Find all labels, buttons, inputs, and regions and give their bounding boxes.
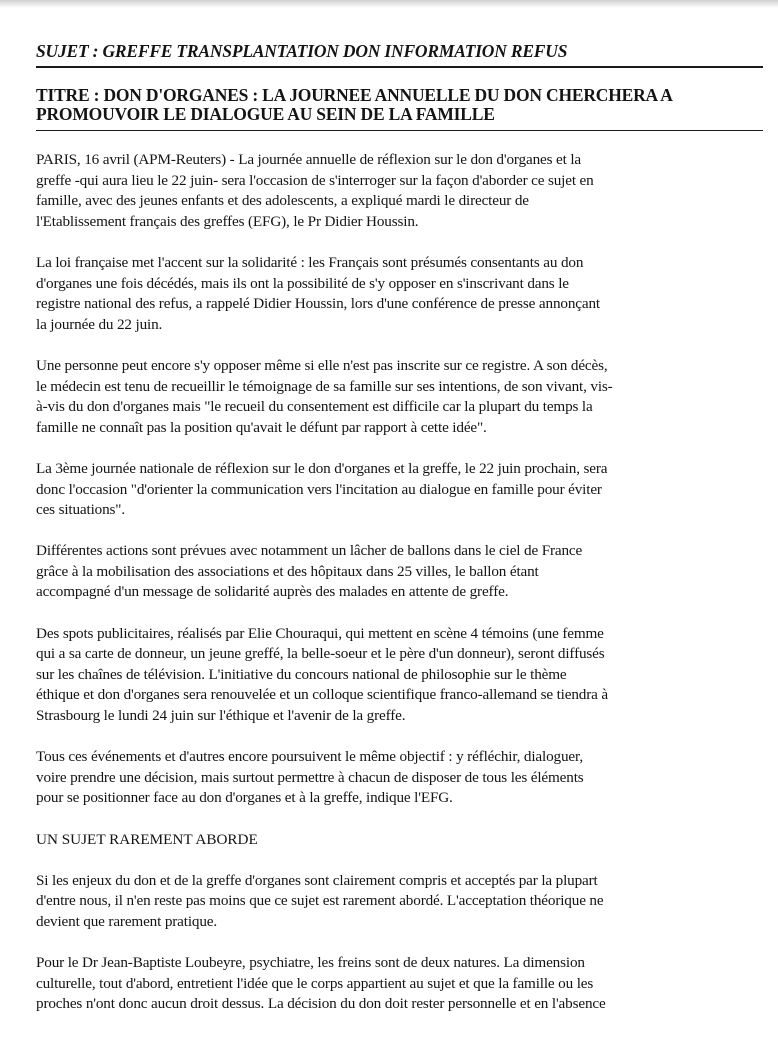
paragraph: La loi française met l'accent sur la solidarité : les Français sont présumés consentants au don d'organes une fois décédés, mais ils ont la possibilité de s'y opposer en s'inscrivant dans le registre national des refus, a rappelé Didier Houssin, lors d'une conférence de presse annonçant la journée du 22 juin.: [36, 253, 600, 333]
article-body: [36, 150, 764, 1036]
paragraph: Pour le Dr Jean-Baptiste Loubeyre, psychiatre, les freins sont de deux natures. La dimension culturelle, tout d'abord, entretient l'idée que le corps appartient au sujet et que la famille ou les proches n'ont donc aucun droit dessus. La décision du don doit rester personnelle et en l'absence: [36, 954, 606, 1013]
paragraph: Une personne peut encore s'y opposer même si elle n'est pas inscrite sur ce registre. A son décès, le médecin est tenu de recueillir le témoignage de sa famille sur ses intentions, de son vivant, vis- à-vis du don d'organes mais "le recueil du consentement est difficile car la plupart du temps la famille ne connaît pas la position qu'avait le défunt par rapport à cette idée".: [36, 356, 613, 436]
article-title: TITRE : DON D'ORGANES : LA JOURNEE ANNUELLE DU DON CHERCHERA A PROMOUVOIR LE DIALOGUE AU SEIN DE LA FAMILLE: [36, 85, 673, 124]
paragraph: Tous ces événements et d'autres encore poursuivent le même objectif : y réfléchir, dialoguer, voire prendre une décision, mais surtout permettre à chacun de disposer de tous les éléments pour se positionner face au don d'organes et à la greffe, indique l'EFG.: [36, 748, 584, 807]
subject-line: SUJET : GREFFE TRANSPLANTATION DON INFORMATION REFUS: [36, 41, 568, 61]
subject-underline: [36, 66, 763, 68]
paragraph: PARIS, 16 avril (APM-Reuters) - La journée annuelle de réflexion sur le don d'organes et la greffe -qui aura lieu le 22 juin- sera l'occasion de s'interroger sur la façon d'aborder ce sujet en famille, avec des jeunes enfants et des adolescents, a expliqué mardi le directeur de l'Etablissement français des greffes (EFG), le Pr Didier Houssin.: [36, 151, 594, 230]
paragraph: Des spots publicitaires, réalisés par Elie Chouraqui, qui mettent en scène 4 témoins (une femme qui a sa carte de donneur, un jeune greffé, la belle-soeur et le père d'un donneur), seront diffusés sur les chaînes de télévision. L'initiative du concours national de philosophie sur le thème éthique et don d'organes sera renouvelée et un colloque scientifique franco-allemand se tiendra à Strasbourg le lundi 24 juin sur l'éthique et l'avenir de la greffe.: [36, 624, 608, 725]
paragraph: Différentes actions sont prévues avec notamment un lâcher de ballons dans le ciel de France grâce à la mobilisation des associations et des hôpitaux dans 25 villes, le ballon étant accompagné d'un message de solidarité auprès des malades en attente de greffe.: [36, 542, 583, 601]
title-underline: [36, 130, 763, 131]
section-heading: UN SUJET RAREMENT ABORDE: [36, 830, 258, 848]
paragraph: Si les enjeux du don et de la greffe d'organes sont clairement compris et acceptés par la plupart d'entre nous, il n'en reste pas moins que ce sujet est rarement abordé. L'acceptation théorique ne devient que rarement pratique.: [36, 871, 604, 930]
paragraph: La 3ème journée nationale de réflexion sur le don d'organes et la greffe, le 22 juin prochain, sera donc l'occasion "d'orienter la communication vers l'incitation au dialogue en famille pour éviter ces situations".: [36, 459, 608, 519]
scan-top-edge: [0, 0, 778, 8]
